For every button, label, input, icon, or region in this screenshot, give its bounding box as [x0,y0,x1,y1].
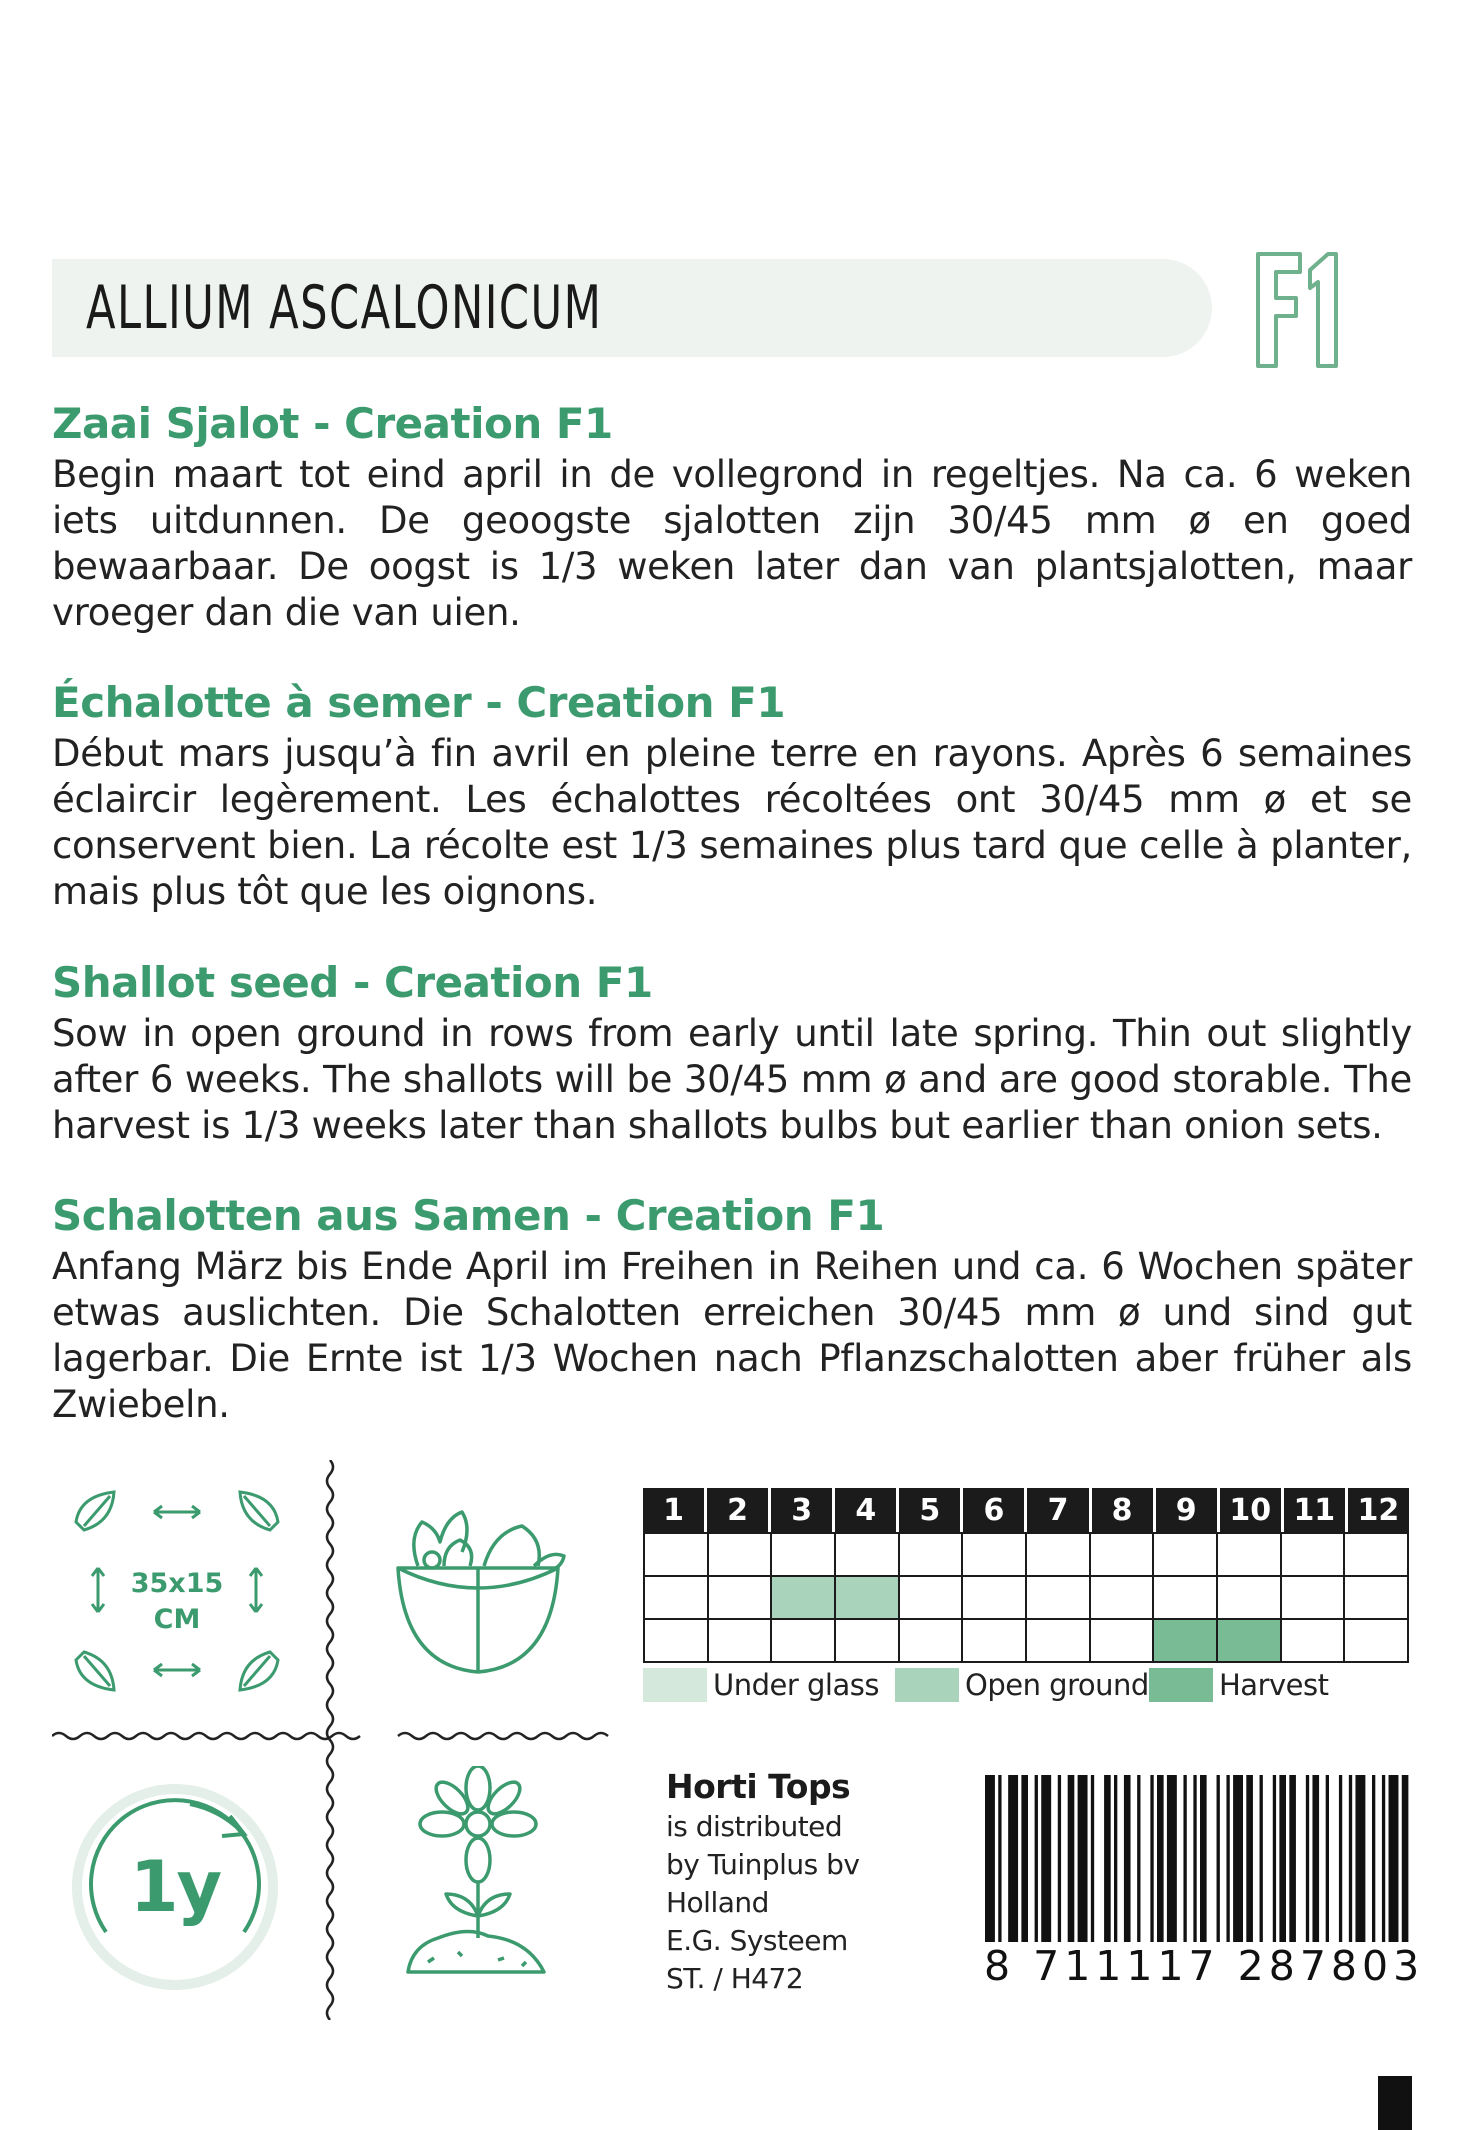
section-body: Anfang März bis Ende April im Freihen in Reihen und ca. 6 Wochen später etwas auslichten. Die Schalotten erreichen 30/45 mm ø und sind gut lagerbar. Die Ernte ist 1/3 Wochen nach Pflanzschalotten aber früher als Zwiebeln. [52,1245,1412,1426]
f1-badge [1252,246,1342,376]
calendar-cell [1091,1577,1155,1618]
calendar-legend [643,1668,1423,1708]
legend-swatch [895,1668,959,1702]
section-heading: Schalotten aus Samen - Creation F1 [52,1191,885,1240]
calendar-cell [1218,1620,1282,1661]
legend-swatch [643,1668,707,1702]
calendar-month-2: 2 [707,1488,771,1532]
calendar-cell [772,1577,836,1618]
calendar-month-3: 3 [771,1488,835,1532]
barcode-number: 8 711117 287803 [980,1942,1428,1990]
calendar-cell [1218,1534,1282,1575]
calendar-month-6: 6 [963,1488,1027,1532]
calendar-cell [1218,1577,1282,1618]
calendar-cell [963,1620,1027,1661]
print-registration-mark [1378,2076,1412,2130]
section-dutch [52,396,1412,636]
calendar-cell [1154,1620,1218,1661]
legend-open-ground [895,1668,1149,1702]
annual-cycle-icon [70,1782,280,1992]
calendar-cell [709,1620,773,1661]
calendar-cell [1154,1577,1218,1618]
distributor-line: Holland [666,1886,769,1919]
calendar-cell [963,1577,1027,1618]
calendar-cell [1091,1534,1155,1575]
legend-label: Harvest [1219,1668,1329,1702]
calendar-cell [1027,1577,1091,1618]
spacing-unit: CM [153,1604,201,1635]
legend-under-glass [643,1668,879,1702]
brand-name: Horti Tops [666,1767,851,1806]
calendar-cell [709,1534,773,1575]
calendar-cell [836,1534,900,1575]
distributor-line: E.G. Systeem [666,1924,848,1957]
calendar-row-under-glass [643,1534,1409,1577]
calendar-cell [963,1534,1027,1575]
calendar-cell [900,1577,964,1618]
calendar-month-12: 12 [1348,1488,1409,1532]
calendar-cell [1027,1620,1091,1661]
calendar-cell [772,1534,836,1575]
section-german [52,1188,1412,1428]
latin-name: ALLIUM ASCALONICUM [86,273,603,343]
section-heading: Shallot seed - Creation F1 [52,958,653,1007]
calendar-month-9: 9 [1156,1488,1220,1532]
calendar-cell [900,1620,964,1661]
legend-label: Open ground [965,1668,1149,1702]
section-heading: Zaai Sjalot - Creation F1 [52,399,613,448]
section-body: Début mars jusqu’à fin avril en pleine terre en rayons. Après 6 semaines éclaircir legèrement. Les échalottes récoltées ont 30/45 mm ø et se conservent bien. La récolte est 1/3 semaines plus tard que celle à planter, mais plus tôt que les oignons. [52,732,1412,913]
legend-swatch [1149,1668,1213,1702]
sowing-calendar [643,1488,1409,1663]
flower-on-soil-icon [398,1766,558,1986]
plant-spacing-icon [62,1486,292,1696]
distributor-info [666,1766,966,1998]
section-french [52,675,1412,915]
calendar-cell [1282,1620,1346,1661]
calendar-cell [1282,1577,1346,1618]
calendar-cell [1345,1620,1409,1661]
distributor-line: ST. / H472 [666,1962,804,1995]
calendar-cell [900,1534,964,1575]
calendar-month-10: 10 [1220,1488,1284,1532]
calendar-month-1: 1 [643,1488,707,1532]
calendar-cell [1282,1534,1346,1575]
calendar-row-harvest [643,1620,1409,1663]
calendar-cell [643,1534,709,1575]
calendar-month-11: 11 [1284,1488,1348,1532]
calendar-month-7: 7 [1027,1488,1091,1532]
calendar-month-8: 8 [1092,1488,1156,1532]
spacing-value: 35x15 [130,1568,224,1599]
calendar-cell [1091,1620,1155,1661]
calendar-cell [836,1577,900,1618]
lifecycle-label: 1y [129,1846,221,1928]
calendar-cell [1345,1534,1409,1575]
calendar-month-header [643,1488,1409,1532]
calendar-cell [643,1620,709,1661]
section-english [52,955,1412,1149]
calendar-month-4: 4 [835,1488,899,1532]
calendar-cell [643,1577,709,1618]
section-body: Sow in open ground in rows from early until late spring. Thin out slightly after 6 weeks. The shallots will be 30/45 mm ø and are good storable. The harvest is 1/3 weeks later than shallots bulbs but earlier than onion sets. [52,1012,1412,1147]
calendar-cell [772,1620,836,1661]
calendar-cell [1345,1577,1409,1618]
calendar-row-open-ground [643,1577,1409,1620]
calendar-cell [1027,1534,1091,1575]
calendar-cell [836,1620,900,1661]
vegetable-bowl-icon [384,1496,574,1686]
distributor-line: by Tuinplus bv [666,1848,860,1881]
horizontal-divider-wavy [52,1728,612,1744]
calendar-month-5: 5 [899,1488,963,1532]
calendar-cell [709,1577,773,1618]
legend-label: Under glass [713,1668,879,1702]
distributor-line: is distributed [666,1810,843,1843]
section-heading: Échalotte à semer - Creation F1 [52,678,786,727]
legend-harvest [1149,1668,1328,1702]
section-body: Begin maart tot eind april in de vollegrond in regeltjes. Na ca. 6 weken iets uitdunnen. De geoogste sjalotten zijn 30/45 mm ø en goed bewaarbaar. De oogst is 1/3 weken later dan van plantsjalotten, maar vroeger dan die van uien. [52,453,1412,634]
calendar-cell [1154,1534,1218,1575]
